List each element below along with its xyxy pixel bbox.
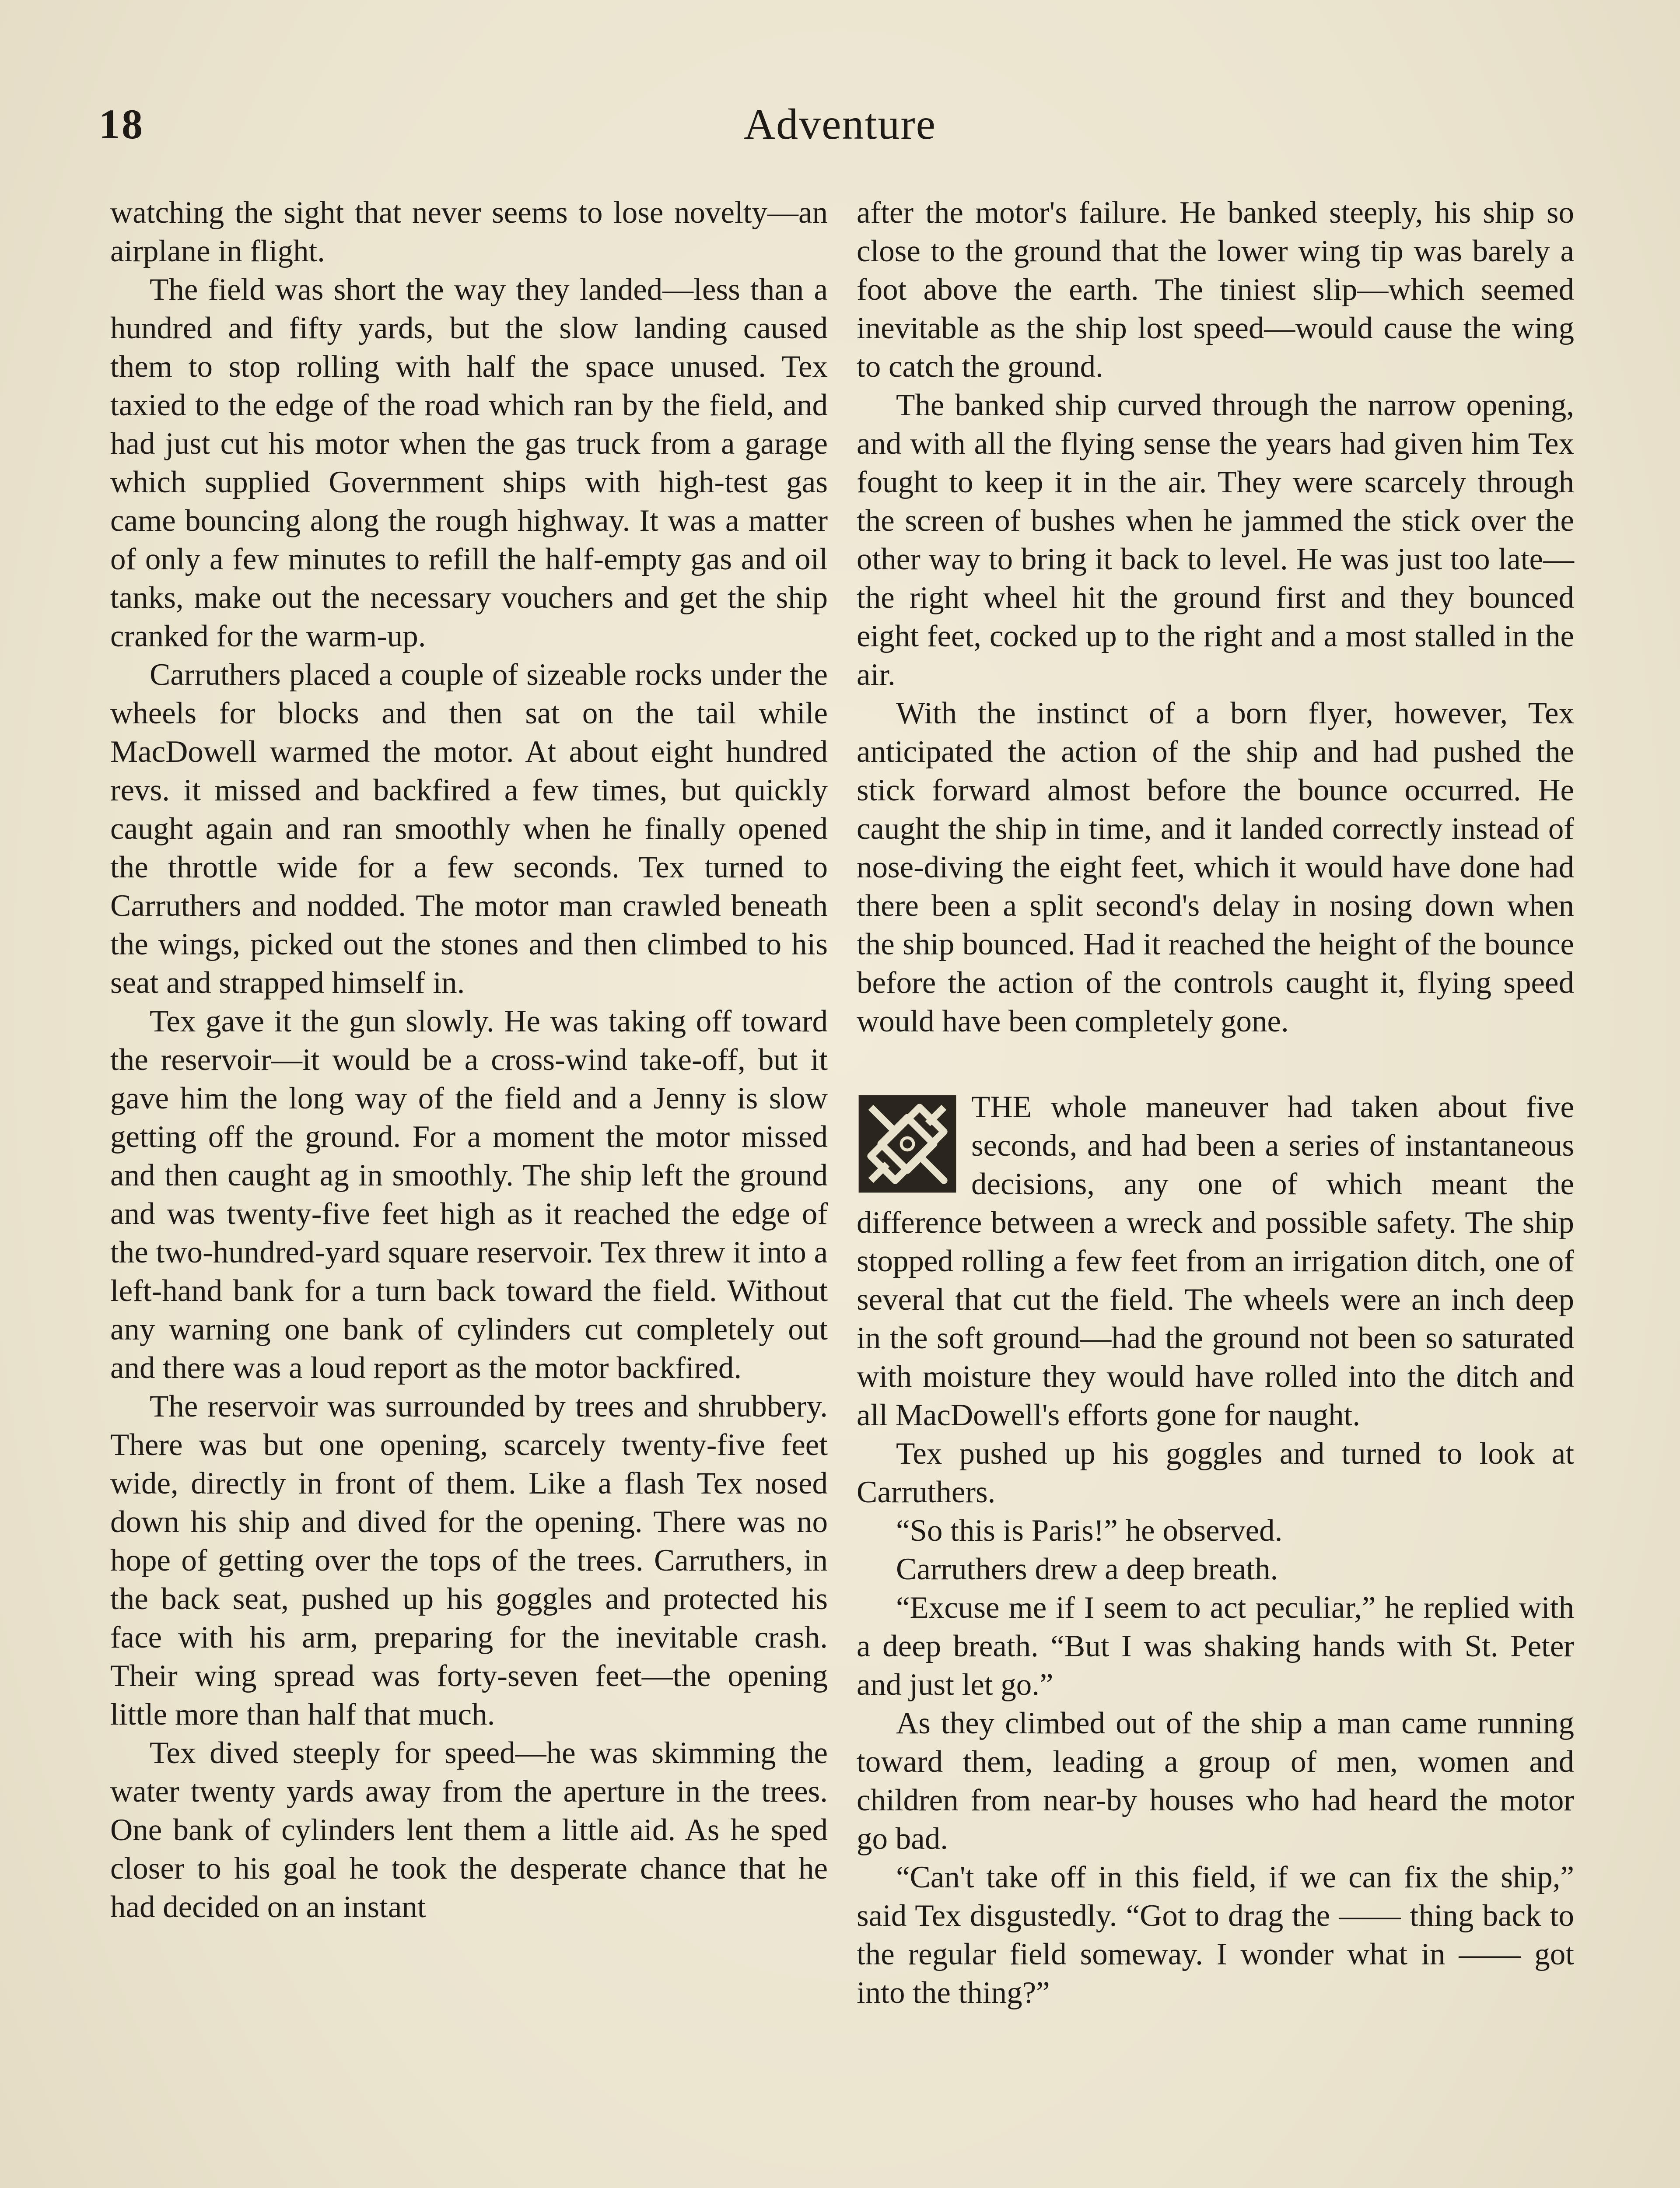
paragraph: As they climbed out of the ship a man came running toward them, leading a group of men, women and children from near-by houses who had heard the motor go bad.: [857, 1706, 1574, 1856]
paragraph: Carruthers drew a deep breath.: [896, 1552, 1278, 1586]
running-head-title: Adventure: [743, 100, 937, 148]
right-text-column: [857, 193, 1574, 2012]
section-opening-text: whole maneuver had taken about five seconds, and had been a series of instantaneous decisions, any one of which meant the difference between a wreck and possible safety. The ship stopped rolling a few feet from an irrigation ditch, one of several that cut the field. The wheels were an inch deep in the soft ground—had the ground not been so saturated with moisture they would have rolled into the ditch and all MacDowell's efforts gone for naught.: [857, 1090, 1574, 1432]
paragraph: “So this is Paris!” he observed.: [896, 1514, 1283, 1548]
page-number: 18: [99, 101, 144, 147]
paragraph: Tex dived steeply for speed—he was skimming the water twenty yards away from the aperture in the trees. One bank of cylinders lent them a little aid. As he sped closer to his goal he took the desperate chance that he had decided on an instant: [110, 1736, 828, 1924]
section-opening-paragraph: [857, 1088, 1574, 1434]
paragraph: “Excuse me if I seem to act peculiar,” he replied with a deep breath. “But I was shaking hands with St. Peter and just let go.”: [857, 1591, 1574, 1702]
paragraph: The banked ship curved through the narrow opening, and with all the flying sense the years had given him Tex fought to keep it in the air. They were scarcely through the screen of bushes when he jammed the stick over the other way to bring it back to level. He was just too late—the right wheel hit the ground first and they bounced eight feet, cocked up to the right and a most stalled in the air.: [857, 388, 1574, 692]
paragraph: Tex pushed up his goggles and turned to look at Carruthers.: [857, 1437, 1574, 1509]
paragraph: With the instinct of a born flyer, however, Tex anticipated the action of the ship and had pushed the stick forward almost before the bounce occurred. He caught the ship in time, and it landed correctly instead of nose-diving the eight feet, which it would have done had there been a split second's delay in nosing down when the ship bounced. Had it reached the height of the bounce before the action of the controls caught it, flying speed would have been completely gone.: [857, 696, 1574, 1038]
left-text-column: [110, 193, 828, 1926]
paragraph: Carruthers placed a couple of sizeable rocks under the wheels for blocks and then sat on the tail while MacDowell warmed the motor. At about eight hundred revs. it missed and backfired a few times, but quickly caught again and ran smoothly when he finally opened the throttle wide for a few seconds. Tex turned to Carruthers and nodded. The motor man crawled beneath the wings, picked out the stones and then climbed to his seat and strapped himself in.: [110, 658, 828, 1000]
celtic-knot-ornament-icon: [857, 1093, 958, 1195]
section-lead-word: THE: [971, 1090, 1032, 1124]
paragraph: “Can't take off in this field, if we can fix the ship,” said Tex disgustedly. “Got to drag the —— thing back to the regular field someway. I wonder what in —— got into the thing?”: [857, 1860, 1574, 2010]
paragraph: after the motor's failure. He banked steeply, his ship so close to the ground that the lower wing tip was barely a foot above the earth. The tiniest slip—which seemed inevitable as the ship lost speed—would cause the wing to catch the ground.: [857, 196, 1574, 384]
section-break: [857, 1041, 1574, 1088]
paragraph: watching the sight that never seems to lose novelty—an airplane in flight.: [110, 196, 828, 268]
paragraph: The reservoir was surrounded by trees and shrubbery. There was but one opening, scarcely twenty-five feet wide, directly in front of them. Like a flash Tex nosed down his ship and dived for the opening. There was no hope of getting over the tops of the trees. Carruthers, in the back seat, pushed up his goggles and protected his face with his arm, preparing for the inevitable crash. Their wing spread was forty-seven feet—the opening little more than half that much.: [110, 1389, 828, 1732]
paragraph: The field was short the way they landed—less than a hundred and fifty yards, but the slow landing caused them to stop rolling with half the space unused. Tex taxied to the edge of the road which ran by the field, and had just cut his motor when the gas truck from a garage which supplied Government ships with high-test gas came bouncing along the rough highway. It was a matter of only a few minutes to refill the half-empty gas and oil tanks, make out the necessary vouchers and get the ship cranked for the warm-up.: [110, 273, 828, 653]
paragraph: Tex gave it the gun slowly. He was taking off toward the reservoir—it would be a cross-wind take-off, but it gave him the long way of the field and a Jenny is slow getting off the ground. For a moment the motor missed and then caught ag in smoothly. The ship left the ground and was twenty-five feet high as it reached the edge of the two-hundred-yard square reservoir. Tex threw it into a left-hand bank for a turn back toward the field. Without any warning one bank of cylinders cut completely out and there was a loud report as the motor backfired.: [110, 1004, 828, 1385]
